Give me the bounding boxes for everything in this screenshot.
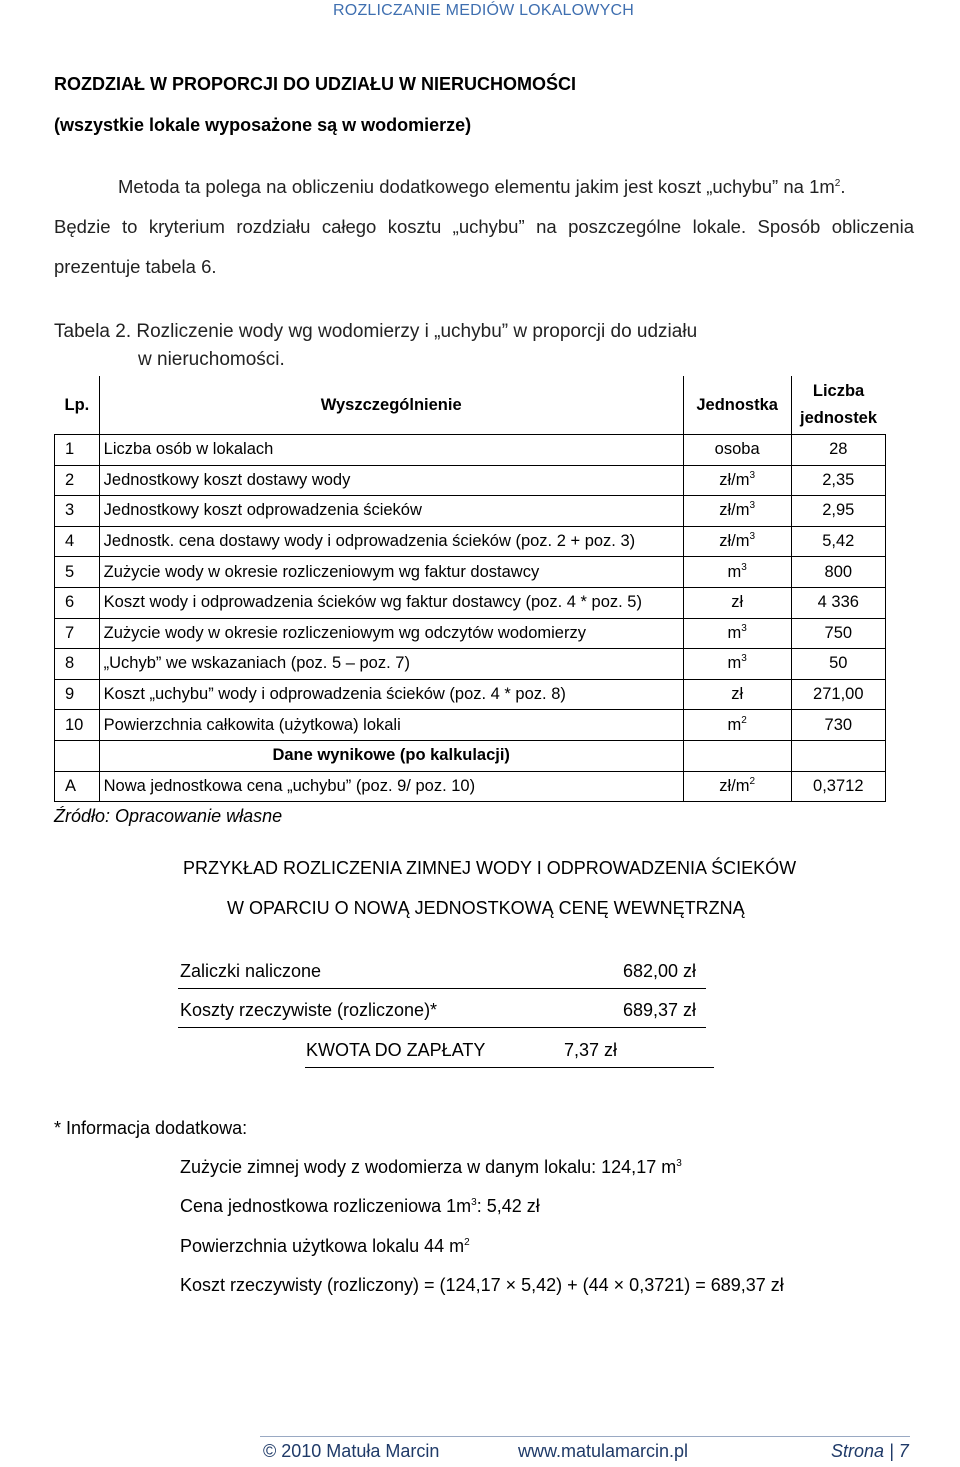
row-unit: osoba [683,435,791,466]
row-value: 2,95 [791,496,885,527]
actual-cost-value: 689,37 zł [623,1000,697,1020]
paragraph-line-2: Będzie to kryterium rozdziału całego kosztu „uchybu” na poszczególne lokale. Sposób obliczenia [54,216,914,237]
running-header: ROZLICZANIE MEDIÓW LOKALOWYCH [333,2,634,19]
final-row [55,771,886,802]
row-description: „Uchyb” we wskazaniach (poz. 5 – poz. 7) [99,649,683,680]
additional-info-title: * Informacja dodatkowa: [54,1118,248,1138]
row-lp: 4 [55,526,100,557]
row-description: Liczba osób w lokalach [99,435,683,466]
summary-row [55,740,886,771]
row-lp: 7 [55,618,100,649]
table-row [55,679,886,710]
row-description: Powierzchnia całkowita (użytkowa) lokali [99,710,683,741]
row-unit: $m^3$ [683,557,791,588]
table-row [55,618,886,649]
amount-due-value: 7,37 zł [564,1040,618,1060]
info-water-usage: Zużycie zimnej wody z wodomierza w danym lokalu: 124,17 $m^3$ [180,1157,682,1177]
row-value: 750 [791,618,885,649]
summary-label: Dane wynikowe (po kalkulacji) [99,740,683,771]
info-unit-price: Cena jednostkowa rozliczeniowa $1m^3$: 5,42 zł [180,1196,540,1216]
row-lp: 2 [55,465,100,496]
footer-website-link[interactable]: www.matulamarcin.pl [518,1441,689,1461]
actual-cost-label: Koszty rzeczywiste (rozliczone)* [180,1000,438,1020]
row-lp: 5 [55,557,100,588]
table-row [55,526,886,557]
final-description: Nowa jednostkowa cena „uchybu” (poz. 9/ poz. 10) [99,771,683,802]
header-unit: Jednostka [683,376,791,435]
table-row [55,465,886,496]
row-lp: 10 [55,710,100,741]
row-value: 2,35 [791,465,885,496]
table-row [55,435,886,466]
row-unit: $zł/m^3$ [683,465,791,496]
row-unit: zł [683,587,791,618]
table-caption: Tabela 2. Rozliczenie wody wg wodomierzy i „uchybu” w proporcji do udziału [54,321,698,342]
table-caption-continued: w nieruchomości. [138,349,285,370]
amount-due-label: KWOTA DO ZAPŁATY [306,1040,486,1060]
example-title: PRZYKŁAD ROZLICZENIA ZIMNEJ WODY I ODPROWADZENIA ŚCIEKÓW [183,858,797,878]
row-value: 50 [791,649,885,680]
row-description: Zużycie wody w okresie rozliczeniowym wg faktur dostawcy [99,557,683,588]
row-lp: 3 [55,496,100,527]
table-row [55,587,886,618]
row-lp: 1 [55,435,100,466]
info-actual-cost-formula: Koszt rzeczywisty (rozliczony) = (124,17 × 5,42) + (44 × 0,3721) = 689,37 zł [180,1275,784,1295]
footer-page-number: Strona | 7 [831,1441,909,1461]
row-description: Jednostk. cena dostawy wody i odprowadzenia ścieków (poz. 2 + poz. 3) [99,526,683,557]
final-unit: $zł/m^2$ [683,771,791,802]
row-description: Koszt wody i odprowadzenia ścieków wg faktur dostawcy (poz. 4 * poz. 5) [99,587,683,618]
header-description: Wyszczególnienie [99,376,683,435]
calculation-table [54,376,886,802]
advance-label: Zaliczki naliczone [180,961,322,981]
advance-value: 682,00 zł [623,961,697,981]
row-description: Koszt „uchybu” wody i odprowadzenia ścieków (poz. 4 * poz. 8) [99,679,683,710]
row-description: Zużycie wody w okresie rozliczeniowym wg odczytów wodomierzy [99,618,683,649]
section-title: ROZDZIAŁ W PROPORCJI DO UDZIAŁU W NIERUCHOMOŚCI [54,74,576,94]
row-value: 800 [791,557,885,588]
row-lp: 8 [55,649,100,680]
row-value: 28 [791,435,885,466]
row-description: Jednostkowy koszt dostawy wody [99,465,683,496]
row-unit: $zł/m^3$ [683,526,791,557]
row-value: 4 336 [791,587,885,618]
row-unit: $m^3$ [683,618,791,649]
final-lp: A [55,771,100,802]
source-note: Źródło: Opracowanie własne [54,806,283,826]
table-row [55,710,886,741]
row-lp: 9 [55,679,100,710]
table-row [55,649,886,680]
header-lp: Lp. [55,376,100,435]
table-header-row [55,376,886,435]
example-subtitle: W OPARCIU O NOWĄ JEDNOSTKOWĄ CENĘ WEWNĘTRZNĄ [227,898,745,918]
info-area: Powierzchnia użytkowa lokalu 44 $m^2$ [180,1236,470,1256]
final-value: 0,3712 [791,771,885,802]
header-value: Liczba jednostek [791,376,885,435]
row-description: Jednostkowy koszt odprowadzenia ścieków [99,496,683,527]
footer-copyright: © 2010 Matuła Marcin [263,1441,440,1461]
row-value: 271,00 [791,679,885,710]
row-unit: $m^3$ [683,649,791,680]
row-unit: $m^2$ [683,710,791,741]
table-body [55,435,886,741]
table-row [55,557,886,588]
paragraph-line-1: Metoda ta polega na obliczeniu dodatkowego elementu jakim jest koszt „uchybu” na $1m^2$. [118,176,846,197]
row-unit: $zł/m^3$ [683,496,791,527]
row-unit: zł [683,679,791,710]
table-row [55,496,886,527]
section-subtitle: (wszystkie lokale wyposażone są w wodomierze) [54,115,472,135]
row-value: 5,42 [791,526,885,557]
row-value: 730 [791,710,885,741]
paragraph-line-3: prezentuje tabela 6. [54,256,217,277]
row-lp: 6 [55,587,100,618]
